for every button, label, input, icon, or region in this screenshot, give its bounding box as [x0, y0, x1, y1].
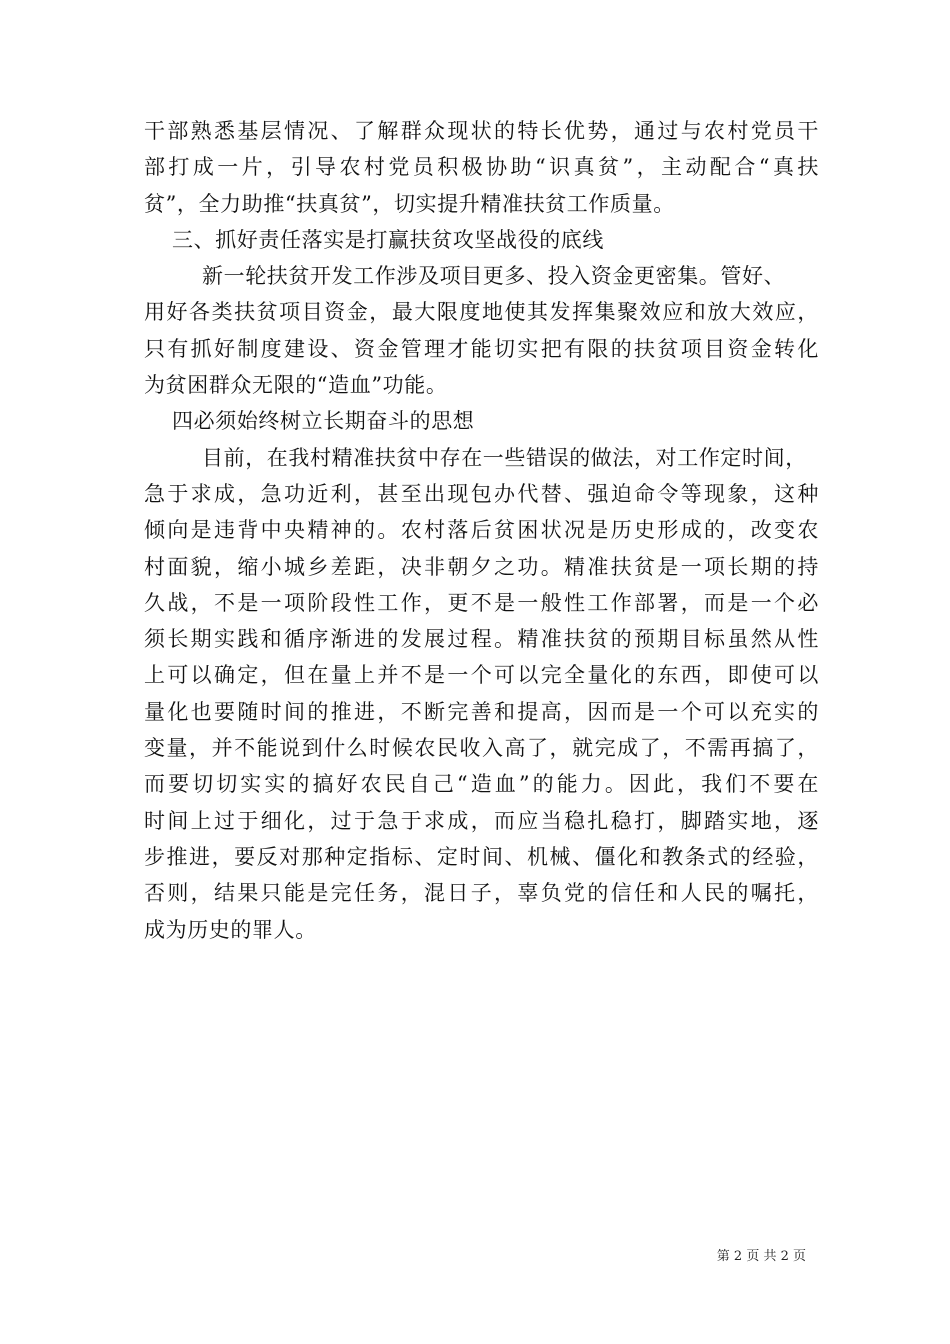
text-line: 急于求成，急功近利，甚至出现包办代替、强迫命令等现象，这种 [144, 481, 819, 506]
text-line: 用好各类扶贫项目资金，最大限度地使其发挥集聚效应和放大效应， [144, 300, 819, 325]
text-line: 上可以确定，但在量上并不是一个可以完全量化的东西，即使可以 [144, 663, 819, 688]
text-line: 为贫困群众无限的“造血”功能。 [144, 373, 448, 398]
paragraph-first-line: 目前，在我村精准扶贫中存在一些错误的做法，对工作定时间， [202, 445, 807, 470]
text-line: 部打成一片，引导农村党员积极协助“识真贫”，主动配合“真扶 [144, 155, 819, 180]
text-line: 变量，并不能说到什么时候农民收入高了，就完成了，不需再搞了， [144, 736, 819, 761]
text-line: 量化也要随时间的推进，不断完善和提高，因而是一个可以充实的 [144, 699, 819, 724]
text-line: 步推进，要反对那种定指标、定时间、机械、僵化和教条式的经验， [144, 844, 819, 869]
text-line: 否则，结果只能是完任务，混日子，辜负党的信任和人民的嘱托， [144, 881, 819, 906]
text-line: 时间上过于细化，过于急于求成，而应当稳扎稳打，脚踏实地，逐 [144, 808, 819, 833]
text-line: 倾向是违背中央精神的。农村落后贫困状况是历史形成的，改变农 [144, 518, 819, 543]
document-body [144, 113, 819, 948]
text-line: 久战，不是一项阶段性工作，更不是一般性工作部署，而是一个必 [144, 590, 819, 615]
text-line: 须长期实践和循序渐进的发展过程。精准扶贫的预期目标虽然从性 [144, 627, 819, 652]
text-line: 而要切切实实的搞好农民自己“造血”的能力。因此，我们不要在 [144, 772, 819, 797]
paragraph-first-line: 新一轮扶贫开发工作涉及项目更多、投入资金更密集。管好、 [202, 264, 786, 289]
text-line: 干部熟悉基层情况、了解群众现状的特长优势，通过与农村党员干 [144, 119, 819, 143]
text-line: 村面貌，缩小城乡差距，决非朝夕之功。精准扶贫是一项长期的持 [144, 554, 819, 579]
section-heading: 三、抓好责任落实是打赢扶贫攻坚战役的底线 [172, 227, 604, 252]
page-number-footer: 第 2 页 共 2 页 [716, 1249, 806, 1264]
text-line: 只有抓好制度建设、资金管理才能切实把有限的扶贫项目资金转化 [144, 336, 819, 361]
section-heading: 四必须始终树立长期奋斗的思想 [172, 409, 475, 434]
text-line: 成为历史的罪人。 [144, 917, 317, 942]
text-line: 贫”，全力助推“扶真贫”，切实提升精准扶贫工作质量。 [144, 191, 675, 216]
